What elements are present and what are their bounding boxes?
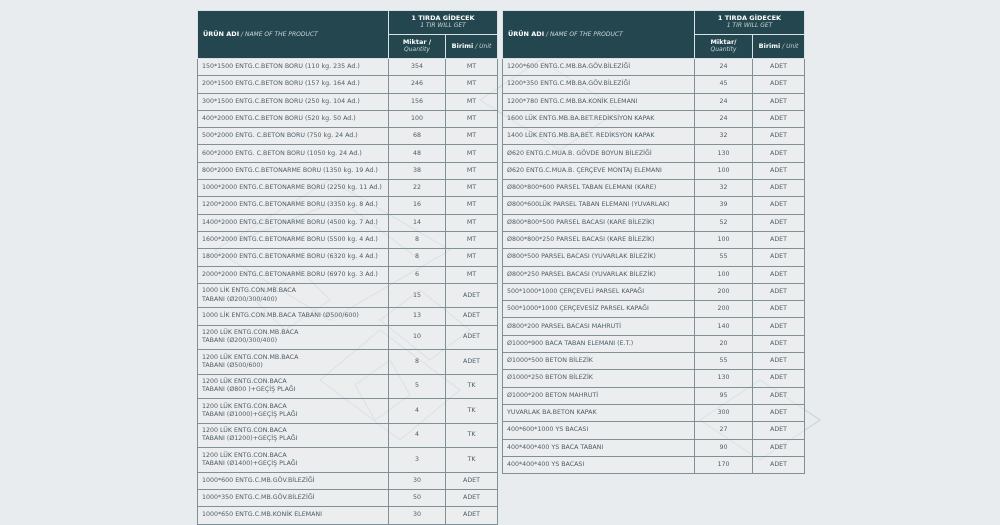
unit-cell: ADET <box>753 404 805 421</box>
unit-cell: TK <box>446 374 498 399</box>
product-name-cell: Ø620 ENTG.C.MUA.B. GÖVDE BOYUN BİLEZİĞİ <box>503 145 695 162</box>
unit-cell: ADET <box>753 266 805 283</box>
quantity-cell: 24 <box>695 110 753 127</box>
quantity-cell: 20 <box>695 335 753 352</box>
unit-cell: ADET <box>446 283 498 308</box>
table-row <box>198 374 498 399</box>
truck-group-header-tr: 1 TIRDA GİDECEK <box>717 14 782 23</box>
table-row <box>198 308 498 325</box>
quantity-cell: 246 <box>389 76 446 93</box>
product-name-line-2: TABANI (Ø200/300/400) <box>202 337 278 345</box>
unit-cell: ADET <box>753 301 805 318</box>
product-name-line-1: 1200 LÜK ENTG.CON.BACA <box>202 451 287 459</box>
unit-cell: ADET <box>753 387 805 404</box>
unit-cell: TK <box>446 423 498 448</box>
unit-cell: ADET <box>753 335 805 352</box>
product-name-cell: Ø620 ENTG.C.MUA.B. ÇERÇEVE MONTAJ ELEMANI <box>503 162 695 179</box>
unit-cell: MT <box>446 214 498 231</box>
quantity-header-tr: Miktar / <box>402 38 432 47</box>
unit-cell: ADET <box>753 249 805 266</box>
product-name-cell: 400*600*1000 YS BACASI <box>503 422 695 439</box>
product-name-cell <box>198 448 389 473</box>
product-name-cell <box>198 350 389 375</box>
product-name-line-2: TABANI (Ø1200)+GEÇİŞ PLAĞI <box>202 435 298 443</box>
unit-cell: ADET <box>753 456 805 473</box>
product-name-cell: Ø1000*250 BETON BİLEZİK <box>503 370 695 387</box>
quantity-header-en: Quantity <box>404 45 430 53</box>
table-row <box>503 197 805 214</box>
quantity-cell: 130 <box>695 145 753 162</box>
unit-cell: MT <box>446 162 498 179</box>
quantity-cell: 22 <box>389 180 446 197</box>
table-row <box>198 249 498 266</box>
quantity-cell: 16 <box>389 197 446 214</box>
product-name-cell: 1000*650 ENTG.C.MB.KONİK ELEMANI <box>198 507 389 524</box>
unit-cell: ADET <box>753 422 805 439</box>
table-row <box>503 110 805 127</box>
quantity-cell: 15 <box>389 283 446 308</box>
truck-group-header-en: 1 TIR WILL GET <box>726 21 773 29</box>
quantity-cell: 24 <box>695 93 753 110</box>
product-name-cell: 500*1000*1000 ÇERÇEVESİZ PARSEL KAPAĞI <box>503 301 695 318</box>
quantity-cell: 5 <box>389 374 446 399</box>
product-name-cell: 400*400*400 YS BACA TABANI <box>503 439 695 456</box>
unit-cell: MT <box>446 128 498 145</box>
table-row <box>503 422 805 439</box>
unit-cell: ADET <box>753 318 805 335</box>
unit-header-tr: Birimi <box>451 41 474 50</box>
quantity-cell: 45 <box>695 76 753 93</box>
table-row <box>198 197 498 214</box>
product-name-cell: 1200*600 ENTG.C.MB.BA.GÖV.BİLEZİĞİ <box>503 59 695 76</box>
table-row <box>198 214 498 231</box>
unit-cell: MT <box>446 76 498 93</box>
quantity-cell: 68 <box>389 128 446 145</box>
table-row <box>198 472 498 489</box>
unit-cell: ADET <box>753 110 805 127</box>
table-row <box>198 145 498 162</box>
table-row <box>503 162 805 179</box>
quantity-cell: 3 <box>389 448 446 473</box>
table-row <box>198 325 498 350</box>
table-row <box>503 335 805 352</box>
unit-cell: MT <box>446 197 498 214</box>
product-name-header-tr: ÜRÜN ADI <box>203 29 240 38</box>
product-name-cell <box>198 423 389 448</box>
unit-cell: ADET <box>446 507 498 524</box>
quantity-cell: 39 <box>695 197 753 214</box>
product-name-cell: 500*2000 ENTG. C.BETON BORU (750 kg. 24 Ad.) <box>198 128 389 145</box>
quantity-cell: 130 <box>695 370 753 387</box>
table-row <box>503 456 805 473</box>
product-name-cell <box>198 283 389 308</box>
quantity-cell: 300 <box>695 404 753 421</box>
product-name-line-1: 1200 LÜK ENTG.CON.MB.BACA <box>202 353 299 361</box>
quantity-cell: 52 <box>695 214 753 231</box>
quantity-cell: 200 <box>695 283 753 300</box>
table-row <box>503 318 805 335</box>
unit-cell: ADET <box>446 489 498 506</box>
product-name-cell <box>198 325 389 350</box>
quantity-cell: 90 <box>695 439 753 456</box>
product-name-cell: 1600*2000 ENTG.C.BETONARME BORU (5500 kg. 4 Ad.) <box>198 231 389 248</box>
quantity-cell: 10 <box>389 325 446 350</box>
table-row <box>198 399 498 424</box>
quantity-cell: 8 <box>389 249 446 266</box>
table-row <box>503 387 805 404</box>
table-row <box>503 214 805 231</box>
product-name-cell: 600*2000 ENTG. C.BETON BORU (1050 kg. 24 Ad.) <box>198 145 389 162</box>
quantity-cell: 32 <box>695 128 753 145</box>
table-row <box>503 404 805 421</box>
product-name-cell: Ø1000*200 BETON MAHRUTİ <box>503 387 695 404</box>
quantity-header <box>695 35 753 59</box>
table-row <box>198 93 498 110</box>
table-row <box>198 423 498 448</box>
unit-cell: ADET <box>753 145 805 162</box>
unit-cell: ADET <box>753 214 805 231</box>
table-row <box>503 353 805 370</box>
table-row <box>503 301 805 318</box>
product-name-cell <box>198 374 389 399</box>
quantity-cell: 4 <box>389 399 446 424</box>
quantity-cell: 48 <box>389 145 446 162</box>
product-name-cell: Ø800*600LÜK PARSEL TABAN ELEMANI (YUVARLAK) <box>503 197 695 214</box>
product-name-line-1: 1200 LÜK ENTG.CON.MB.BACA <box>202 329 299 337</box>
product-name-line-2: TABANI (Ø1400)+GEÇİŞ PLAĞI <box>202 459 298 467</box>
table-row <box>198 266 498 283</box>
quantity-cell: 4 <box>389 423 446 448</box>
table-row <box>503 93 805 110</box>
unit-cell: MT <box>446 231 498 248</box>
right-product-table <box>502 10 805 474</box>
product-name-cell: 2000*2000 ENTG.C.BETONARME BORU (6970 kg. 3 Ad.) <box>198 266 389 283</box>
truck-group-header <box>389 11 498 35</box>
unit-cell: ADET <box>753 76 805 93</box>
unit-header <box>753 35 805 59</box>
quantity-cell: 8 <box>389 350 446 375</box>
product-name-line-2: TABANI (Ø800 )+GEÇİŞ PLAĞI <box>202 386 296 394</box>
product-name-header-en: NAME OF THE PRODUCT <box>549 30 623 38</box>
product-name-cell: 1600 LÜK ENTG.MB.BA.BET.REDİKSİYON KAPAK <box>503 110 695 127</box>
product-name-header <box>198 11 389 59</box>
unit-cell: ADET <box>753 93 805 110</box>
unit-cell: ADET <box>753 231 805 248</box>
quantity-cell: 32 <box>695 180 753 197</box>
table-row <box>198 180 498 197</box>
quantity-cell: 27 <box>695 422 753 439</box>
table-row <box>503 145 805 162</box>
product-name-cell: Ø800*800*250 PARSEL BACASI (KARE BİLEZİK) <box>503 231 695 248</box>
unit-cell: ADET <box>753 59 805 76</box>
product-name-cell: 1000 LİK ENTG.CON.MB.BACA TABANI (Ø500/600) <box>198 308 389 325</box>
unit-cell: ADET <box>446 325 498 350</box>
unit-cell: TK <box>446 448 498 473</box>
quantity-cell: 14 <box>389 214 446 231</box>
table-row <box>503 180 805 197</box>
product-name-header-en: NAME OF THE PRODUCT <box>244 30 318 38</box>
quantity-cell: 30 <box>389 472 446 489</box>
unit-cell: MT <box>446 145 498 162</box>
unit-cell: MT <box>446 59 498 76</box>
unit-cell: MT <box>446 93 498 110</box>
table-row <box>503 439 805 456</box>
quantity-header-tr: Miktar/ <box>710 38 737 47</box>
unit-cell: ADET <box>753 128 805 145</box>
unit-cell: ADET <box>446 472 498 489</box>
table-row <box>503 76 805 93</box>
product-name-cell: Ø1000*900 BACA TABAN ELEMANI (E.T.) <box>503 335 695 352</box>
quantity-cell: 100 <box>389 110 446 127</box>
unit-header-sep: / <box>473 42 480 50</box>
table-row <box>503 59 805 76</box>
quantity-cell: 8 <box>389 231 446 248</box>
table-row <box>198 231 498 248</box>
table-row <box>198 283 498 308</box>
right-table-body <box>503 59 805 474</box>
product-name-cell <box>198 399 389 424</box>
product-name-cell: 400*400*400 YS BACASI <box>503 456 695 473</box>
quantity-cell: 13 <box>389 308 446 325</box>
product-name-cell: 1400 LÜK ENTG.MB.BA.BET. REDİKSYON KAPAK <box>503 128 695 145</box>
table-row <box>503 370 805 387</box>
unit-header-tr: Birimi <box>758 41 781 50</box>
quantity-cell: 100 <box>695 231 753 248</box>
unit-cell: ADET <box>753 439 805 456</box>
unit-header-sep: / <box>780 42 787 50</box>
table-row <box>503 266 805 283</box>
product-name-line-1: 1000 LİK ENTG.CON.MB.BACA <box>202 287 296 295</box>
product-name-cell: Ø800*800*600 PARSEL TABAN ELEMANI (KARE) <box>503 180 695 197</box>
product-name-cell: 150*1500 ENTG.C.BETON BORU (110 kg. 235 Ad.) <box>198 59 389 76</box>
quantity-header <box>389 35 446 59</box>
quantity-cell: 30 <box>389 507 446 524</box>
quantity-cell: 95 <box>695 387 753 404</box>
quantity-header-en: Quantity <box>710 45 737 53</box>
unit-cell: MT <box>446 266 498 283</box>
product-name-line-1: 1200 LÜK ENTG.CON.BACA <box>202 427 287 435</box>
quantity-cell: 100 <box>695 162 753 179</box>
unit-cell: ADET <box>753 370 805 387</box>
unit-cell: MT <box>446 249 498 266</box>
product-name-header-sep: / <box>239 30 245 38</box>
product-name-line-1: 1200 LÜK ENTG.CON.BACA <box>202 378 287 386</box>
unit-cell: ADET <box>753 197 805 214</box>
unit-cell: TK <box>446 399 498 424</box>
table-row <box>198 448 498 473</box>
quantity-cell: 140 <box>695 318 753 335</box>
product-name-cell: 200*1500 ENTG.C.BETON BORU (157 kg. 164 Ad.) <box>198 76 389 93</box>
truck-group-header-tr: 1 TIRDA GİDECEK <box>411 14 475 23</box>
unit-cell: ADET <box>446 308 498 325</box>
unit-cell: ADET <box>753 283 805 300</box>
quantity-cell: 24 <box>695 59 753 76</box>
product-name-cell: YUVARLAK BA.BETON KAPAK <box>503 404 695 421</box>
truck-group-header-en: 1 TIR WILL GET <box>420 21 466 29</box>
table-row <box>503 231 805 248</box>
product-name-cell: Ø800*500 PARSEL BACASI (YUVARLAK BİLEZİK) <box>503 249 695 266</box>
product-name-cell: Ø800*800*500 PARSEL BACASI (KARE BİLEZİK) <box>503 214 695 231</box>
table-row <box>198 507 498 524</box>
unit-header-en: Unit <box>479 42 492 50</box>
product-name-line-2: TABANI (Ø1000)+GEÇİŞ PLAĞI <box>202 410 298 418</box>
product-name-header <box>503 11 695 59</box>
product-name-header-sep: / <box>544 30 550 38</box>
unit-header-en: Unit <box>786 42 799 50</box>
table-row <box>198 76 498 93</box>
truck-group-header <box>695 11 805 35</box>
product-name-line-1: 1200 LÜK ENTG.CON.BACA <box>202 402 287 410</box>
unit-header <box>446 35 498 59</box>
unit-cell: ADET <box>753 180 805 197</box>
quantity-cell: 6 <box>389 266 446 283</box>
table-row <box>198 489 498 506</box>
product-name-cell: Ø800*200 PARSEL BACASI MAHRUTİ <box>503 318 695 335</box>
product-name-cell: 1200*2000 ENTG.C.BETONARME BORU (3350 kg. 8 Ad.) <box>198 197 389 214</box>
quantity-cell: 100 <box>695 266 753 283</box>
product-name-line-2: TABANI (Ø500/600) <box>202 361 263 369</box>
quantity-cell: 170 <box>695 456 753 473</box>
unit-cell: ADET <box>446 350 498 375</box>
product-name-cell: 500*1000*1000 ÇERÇEVELİ PARSEL KAPAĞI <box>503 283 695 300</box>
product-name-line-2: TABANI (Ø200/300/400) <box>202 295 278 303</box>
quantity-cell: 55 <box>695 249 753 266</box>
product-name-cell: 1800*2000 ENTG.C.BETONARME BORU (6320 kg. 4 Ad.) <box>198 249 389 266</box>
unit-cell: ADET <box>753 353 805 370</box>
left-table-body <box>198 59 498 525</box>
quantity-cell: 156 <box>389 93 446 110</box>
quantity-cell: 354 <box>389 59 446 76</box>
table-row <box>503 128 805 145</box>
product-name-cell: 1400*2000 ENTG.C.BETONARME BORU (4500 kg. 7 Ad.) <box>198 214 389 231</box>
product-name-cell: 800*2000 ENTG.C.BETONARME BORU (1350 kg. 19 Ad.) <box>198 162 389 179</box>
unit-cell: MT <box>446 180 498 197</box>
table-row <box>198 110 498 127</box>
product-name-cell: 1000*600 ENTG.C.MB.GÖV.BİLEZİĞİ <box>198 472 389 489</box>
quantity-cell: 38 <box>389 162 446 179</box>
quantity-cell: 55 <box>695 353 753 370</box>
quantity-cell: 200 <box>695 301 753 318</box>
product-name-cell: 300*1500 ENTG.C.BETON BORU (250 kg. 104 Ad.) <box>198 93 389 110</box>
unit-cell: MT <box>446 110 498 127</box>
quantity-cell: 50 <box>389 489 446 506</box>
product-name-header-tr: ÜRÜN ADI <box>508 29 545 38</box>
table-row <box>198 128 498 145</box>
table-row <box>198 162 498 179</box>
unit-cell: ADET <box>753 162 805 179</box>
product-name-cell: 1000*350 ENTG.C.MB.GÖV.BİLEZİĞİ <box>198 489 389 506</box>
table-row <box>198 350 498 375</box>
table-row <box>198 59 498 76</box>
product-name-cell: 1200*350 ENTG.C.MB.BA.GÖV.BİLEZİĞİ <box>503 76 695 93</box>
product-name-cell: Ø1000*500 BETON BİLEZİK <box>503 353 695 370</box>
left-product-table <box>197 10 498 525</box>
table-row <box>503 249 805 266</box>
product-name-cell: Ø800*250 PARSEL BACASI (YUVARLAK BİLEZİK) <box>503 266 695 283</box>
product-name-cell: 400*2000 ENTG.C.BETON BORU (520 kg. 50 Ad.) <box>198 110 389 127</box>
product-name-cell: 1000*2000 ENTG.C.BETONARME BORU (2250 kg. 11 Ad.) <box>198 180 389 197</box>
product-name-cell: 1200*780 ENTG.C.MB.BA.KONİK ELEMANI <box>503 93 695 110</box>
table-row <box>503 283 805 300</box>
